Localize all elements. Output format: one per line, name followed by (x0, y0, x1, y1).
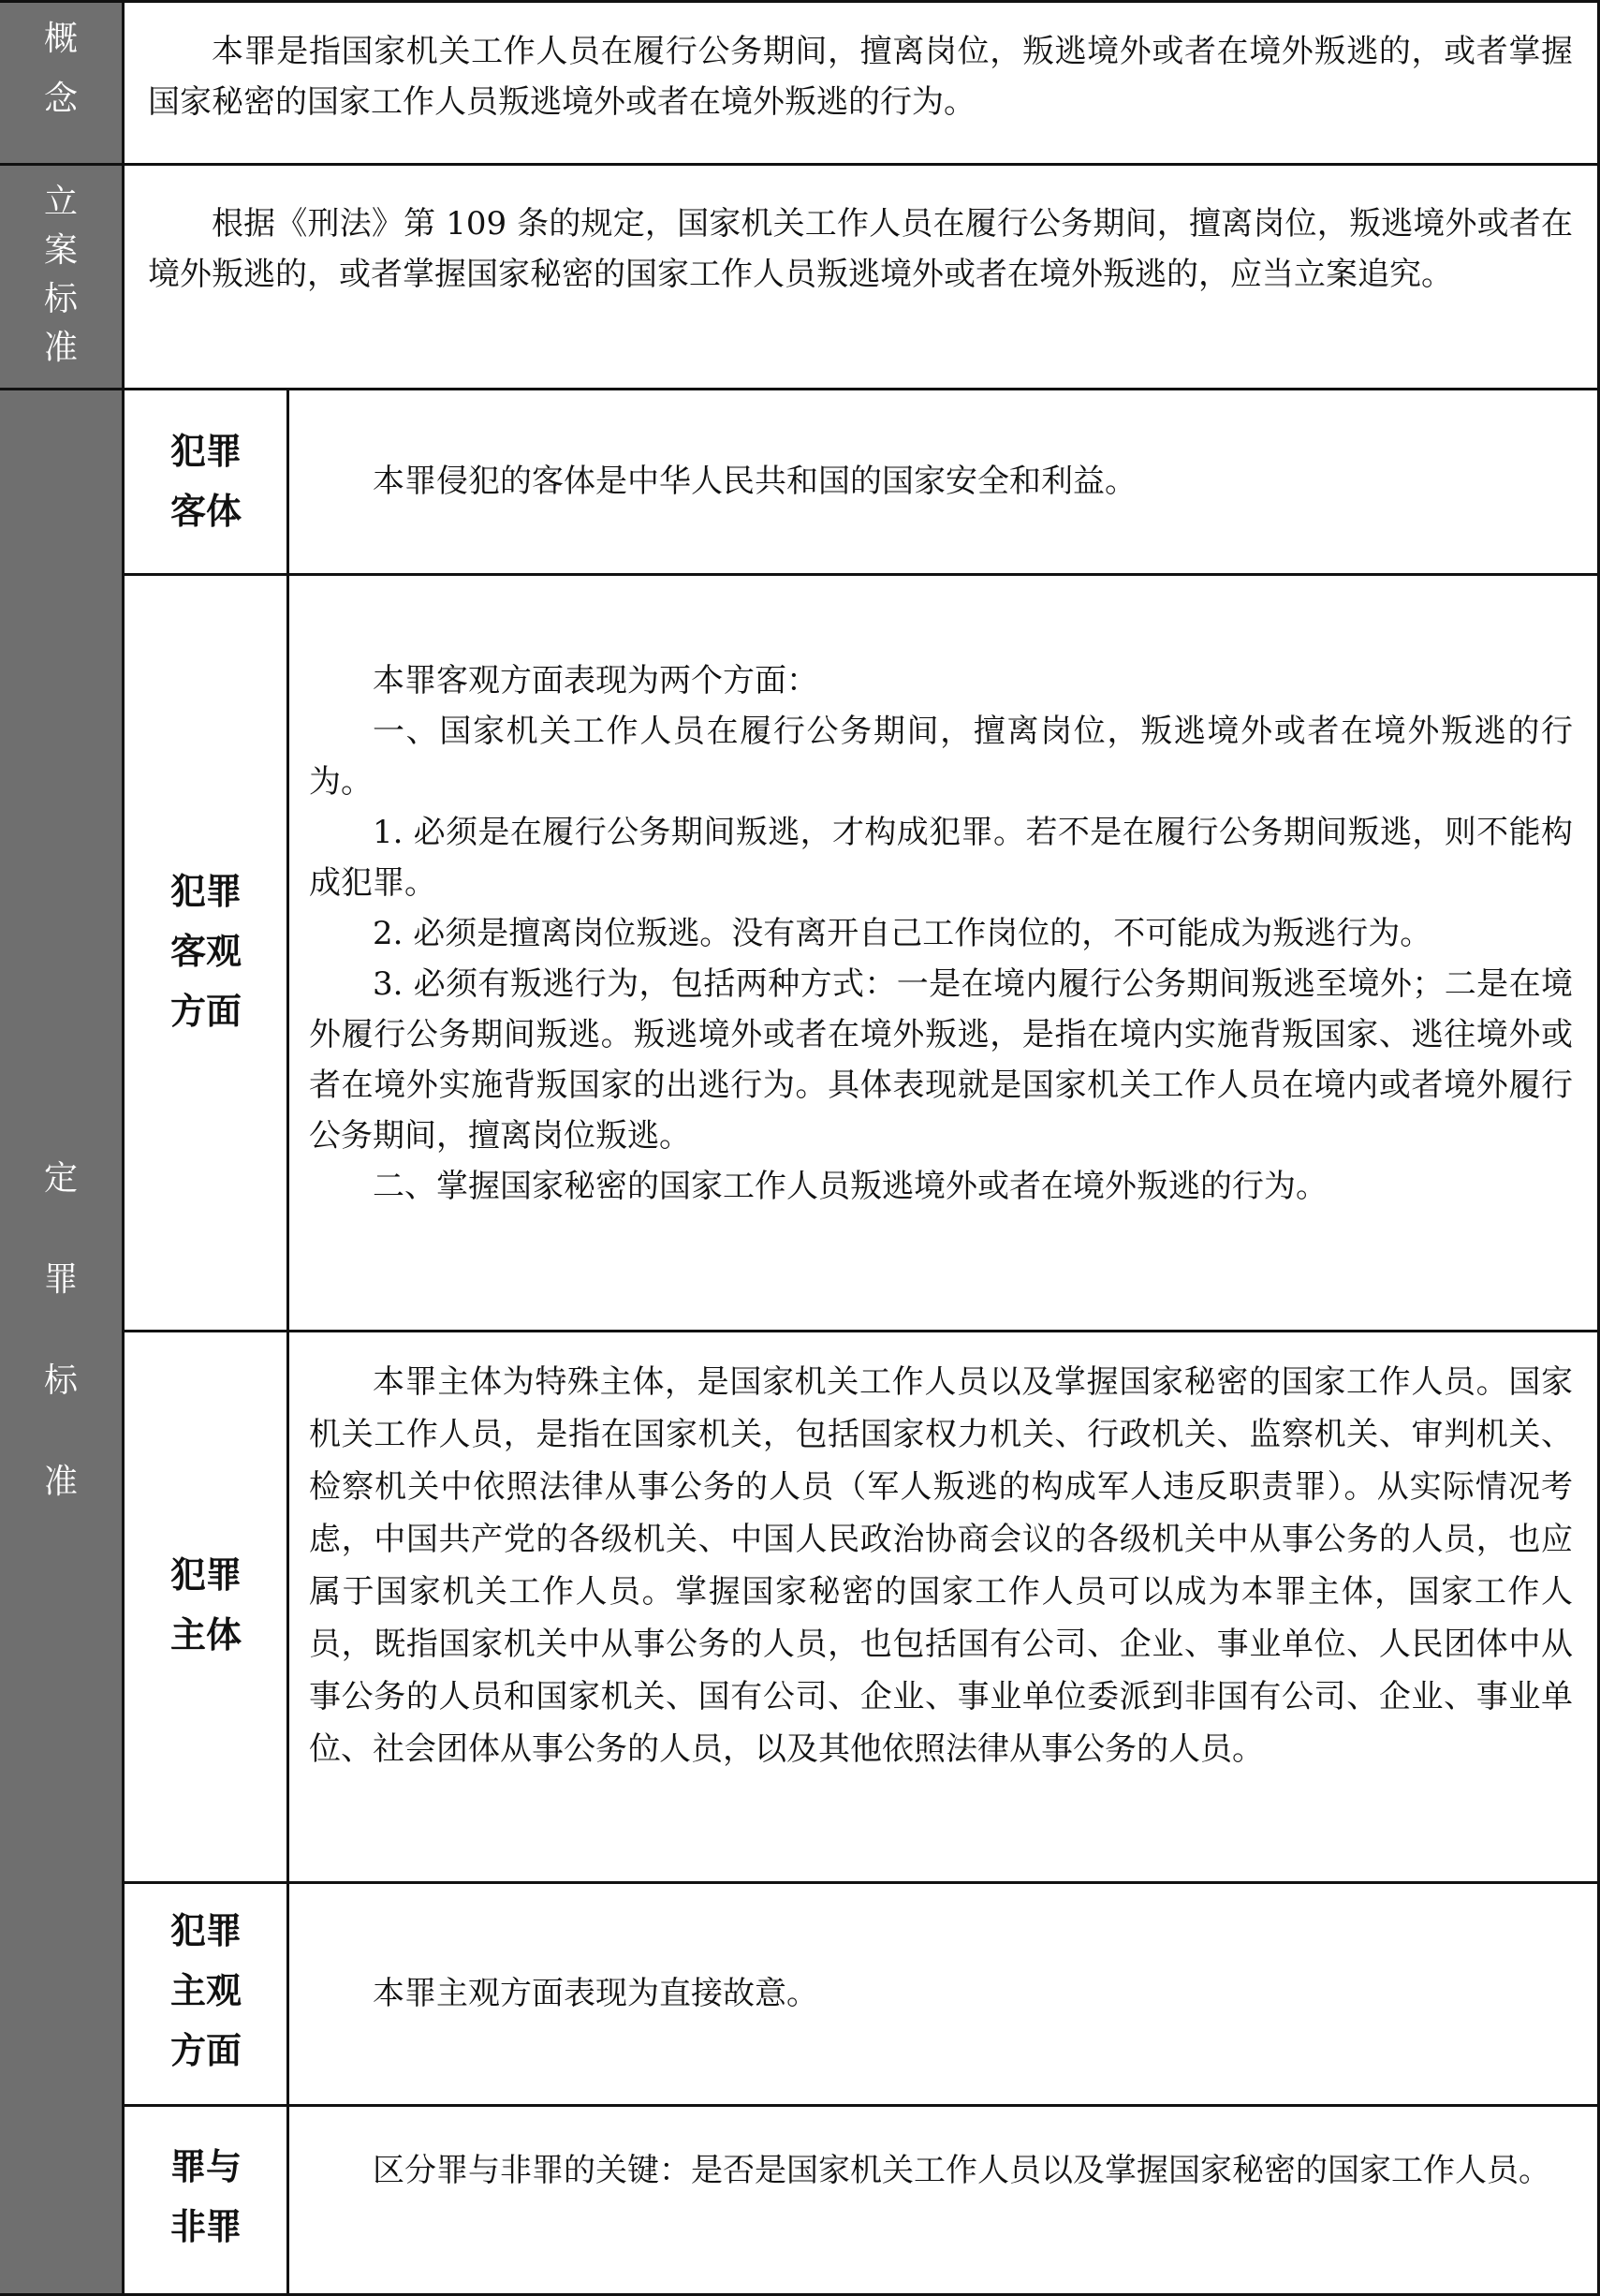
conviction-label (0, 1128, 122, 1533)
subjective-label-line: 主观 (169, 1970, 242, 2011)
subjective-label-line: 方面 (169, 2030, 242, 2071)
row-divider-objective (122, 1330, 1600, 1332)
filing-label-char: 立 (43, 183, 78, 221)
conviction-label-char: 准 (43, 1463, 78, 1501)
label-column-divider (122, 0, 125, 2296)
distinction-paragraph: 区分罪与非罪的关键：是否是国家机关工作人员以及掌握国家秘密的国家工作人员。 (373, 2152, 1550, 2189)
distinction-text (309, 2145, 1573, 2196)
conviction-label-char: 标 (43, 1361, 78, 1400)
row-divider-subject (122, 1881, 1600, 1884)
subjective-paragraph: 本罪主观方面表现为直接故意。 (373, 1975, 818, 2012)
distinction-label-line: 非罪 (169, 2206, 242, 2247)
objective-label (125, 861, 286, 1041)
subject-paragraph: 本罪主体为特殊主体，是国家机关工作人员以及掌握国家秘密的国家工作人员。国家机关工作人员，是指在国家机关，包括国家权力机关、行政机关、监察机关、审判机关、检察机关中依照法律从事公务的人员（军人叛逃的构成军人违反职责罪）。从实际情况考虑，中国共产党的各级机关、中国人民政治协商会议的各级机关中从事公务的人员，也应属于国家机关工作人员。掌握国家秘密的国家工作人员可以成为本罪主体，国家工作人员，既指国家机关中从事公务的人员，也包括国有公司、企业、事业单位、人民团体中从事公务的人员和国家机关、国有公司、企业、事业单位委派到非国有公司、企业、事业单位、社会团体从事公务的人员，以及其他依照法律从事公务的人员。 (309, 1363, 1573, 1768)
objective-paragraph: 1. 必须是在履行公务期间叛逃，才构成犯罪。若不是在履行公务期间叛逃，则不能构成犯罪。 (309, 814, 1573, 902)
distinction-label-line: 罪与 (169, 2146, 242, 2187)
concept-label-char: 念 (43, 80, 78, 118)
row-divider-concept (0, 163, 1600, 166)
object-label-line: 犯罪 (169, 431, 242, 472)
filing-paragraph: 根据《刑法》第 109 条的规定，国家机关工作人员在履行公务期间，擅离岗位，叛逃境外或者在境外叛逃的，或者掌握国家秘密的国家工作人员叛逃境外或者在境外叛逃的，应当立案追究。 (148, 205, 1573, 293)
objective-paragraph: 二、掌握国家秘密的国家工作人员叛逃境外或者在境外叛逃的行为。 (373, 1168, 1328, 1205)
object-text (309, 456, 1573, 507)
row-divider-subjective (122, 2104, 1600, 2107)
distinction-label (125, 2137, 286, 2257)
subjective-text (309, 1968, 1573, 2019)
subjective-label-line: 犯罪 (169, 1910, 242, 1951)
filing-label (0, 178, 122, 373)
concept-paragraph: 本罪是指国家机关工作人员在履行公务期间，擅离岗位，叛逃境外或者在境外叛逃的，或者掌握国家秘密的国家工作人员叛逃境外或者在境外叛逃的行为。 (148, 33, 1573, 121)
objective-paragraph: 3. 必须有叛逃行为，包括两种方式：一是在境内履行公务期间叛逃至境外；二是在境外履行公务期间叛逃。叛逃境外或者在境外叛逃，是指在境内实施背叛国家、逃往境外或者在境外实施背叛国家的出逃行为。具体表现就是国家机关工作人员在境内或者境外履行公务期间，擅离岗位叛逃。 (309, 965, 1573, 1155)
objective-label-line: 犯罪 (169, 871, 242, 912)
conviction-label-char: 罪 (43, 1260, 78, 1299)
object-paragraph: 本罪侵犯的客体是中华人民共和国的国家安全和利益。 (373, 463, 1137, 500)
row-divider-filing (0, 388, 1600, 390)
objective-text (309, 655, 1573, 1212)
subject-label-line: 主体 (169, 1614, 242, 1656)
object-label-line: 客体 (169, 491, 242, 532)
table-border-top (0, 0, 1600, 3)
filing-label-char: 准 (43, 329, 78, 367)
object-label (125, 421, 286, 541)
concept-text (148, 26, 1573, 127)
objective-paragraph: 一、国家机关工作人员在履行公务期间，擅离岗位，叛逃境外或者在境外叛逃的行为。 (309, 713, 1573, 801)
sublabel-column-divider (286, 390, 289, 2296)
subjective-label (125, 1901, 286, 2081)
conviction-label-char: 定 (43, 1159, 78, 1198)
filing-label-char: 标 (43, 280, 78, 318)
subject-label-line: 犯罪 (169, 1554, 242, 1596)
objective-paragraph: 2. 必须是擅离岗位叛逃。没有离开自己工作岗位的，不可能成为叛逃行为。 (373, 915, 1432, 952)
objective-paragraph: 本罪客观方面表现为两个方面： (373, 662, 818, 699)
concept-label-char: 概 (43, 20, 78, 58)
subject-text (309, 1356, 1573, 1775)
subject-label (125, 1545, 286, 1665)
objective-label-line: 方面 (169, 991, 242, 1032)
concept-label (0, 9, 122, 129)
filing-text (148, 199, 1573, 300)
row-divider-object (122, 573, 1600, 576)
objective-label-line: 客观 (169, 931, 242, 972)
filing-label-char: 案 (43, 231, 78, 270)
